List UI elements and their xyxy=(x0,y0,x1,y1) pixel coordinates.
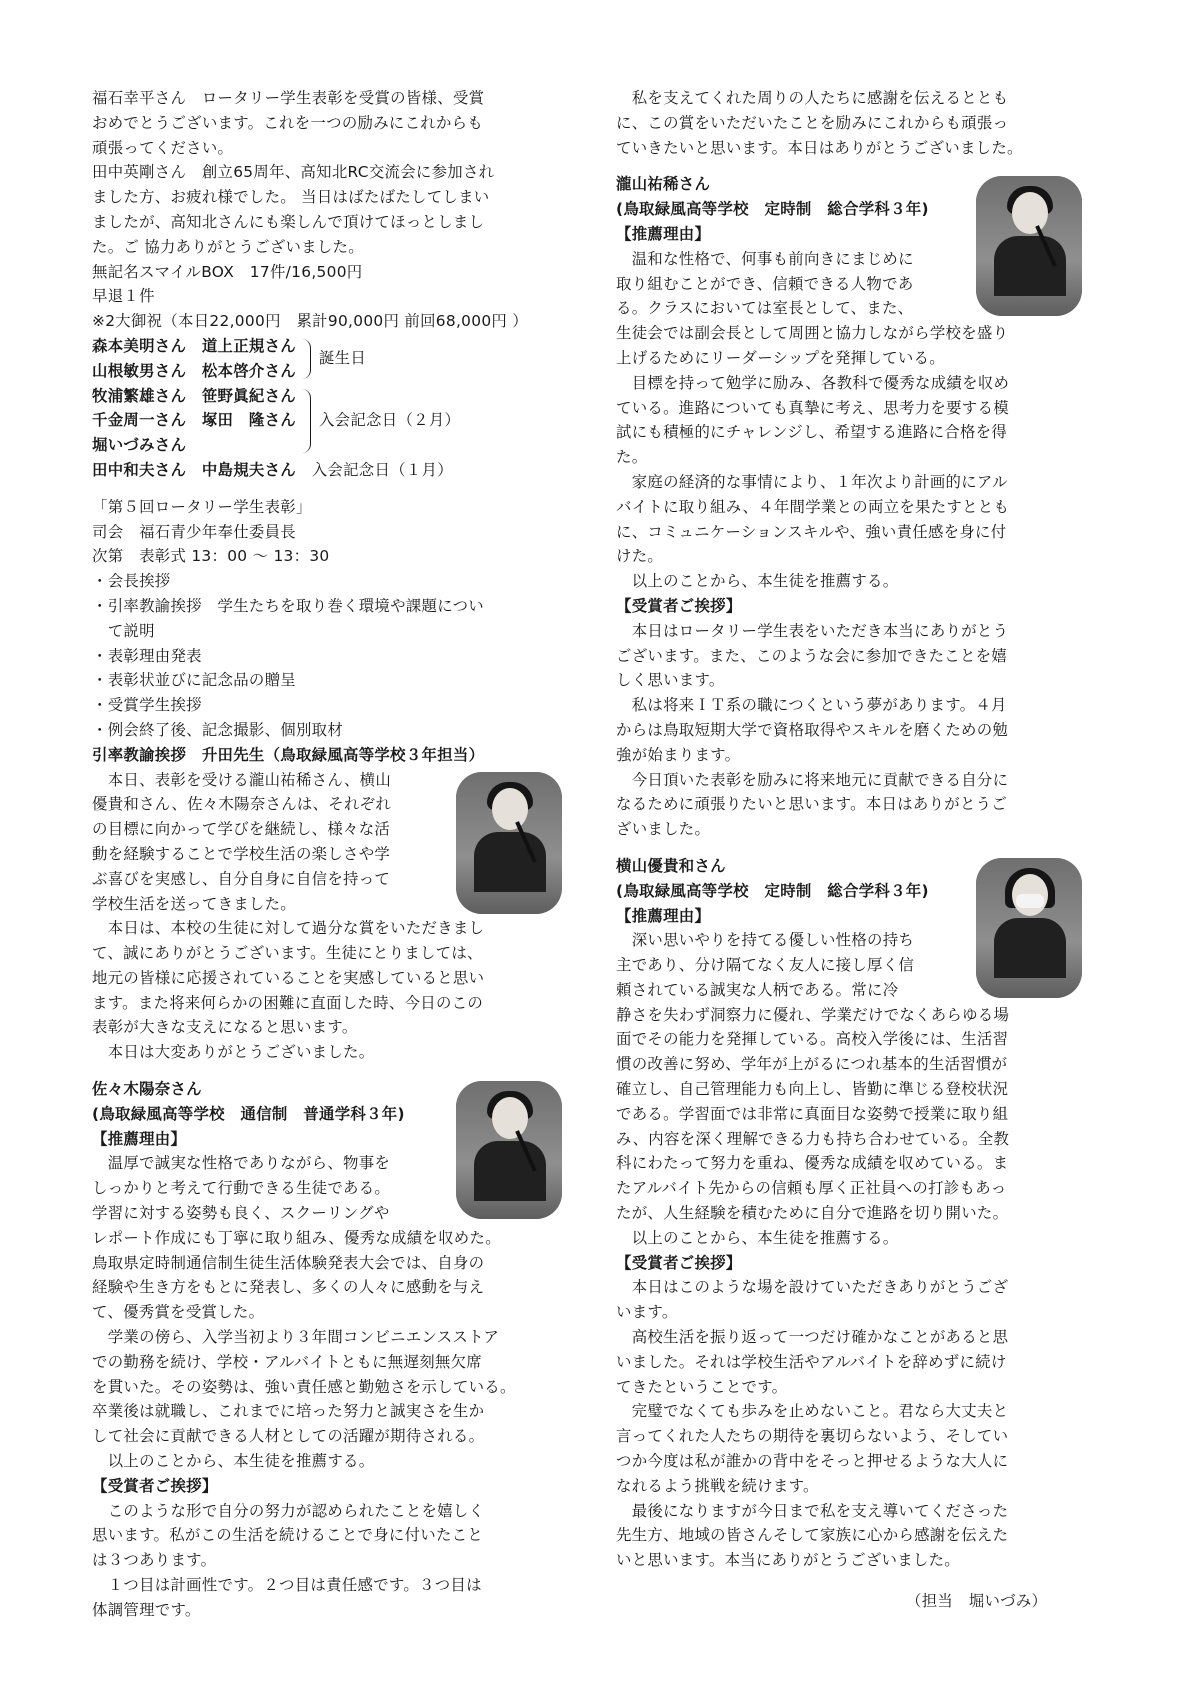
text-line: ・表彰理由発表 xyxy=(92,646,202,665)
text-line: 試にも積極的にチャレンジし、希望する進路に合格を得 xyxy=(616,423,1008,442)
left-column xyxy=(92,86,562,1623)
text-line: 生徒会では副会長として周囲と協力しながら学校を盛り xyxy=(616,324,1009,343)
teacher-block xyxy=(92,768,562,917)
text-line: 科にわたって努力を重ね、優秀な成績を収めている。ま xyxy=(616,1154,1009,1173)
text-line: み、内容を深く理解できる力も持ち合わせている。全教 xyxy=(616,1129,1010,1148)
text-line: ました方、お疲れ様でした。 当日はばたばたしてしまい xyxy=(92,188,490,207)
takiyama-block xyxy=(616,172,1082,321)
text-line: 福石幸平さん ロータリー学生表彰を受賞の皆様、受賞 xyxy=(92,89,485,107)
text-line: なるために頑張りたいと思います。本日はありがとうご xyxy=(616,795,1008,814)
text-line: 佐々木陽奈さん xyxy=(92,1080,202,1099)
text-line: 【受賞者ご挨拶】 xyxy=(92,1476,218,1495)
text-line: つか今度は私が誰かの背中をそっと押せるような大人に xyxy=(616,1452,1009,1471)
ceremony-program xyxy=(92,495,562,743)
text-line: 【受賞者ご挨拶】 xyxy=(616,1253,742,1272)
text-line: １つ目は計画性です。２つ目は責任感です。３つ目は xyxy=(92,1576,482,1595)
text-line: 優貴和さん、佐々木陽奈さんは、それぞれ xyxy=(92,795,392,814)
text-line: ましたが、高知北さんにも楽しんで頂けてほっとしまし xyxy=(92,212,485,231)
text-line: 【推薦理由】 xyxy=(616,224,711,243)
text-line: いました。それは学校生活やアルバイトを辞めずに続け xyxy=(616,1352,1007,1371)
text-line: 深い思いやりを持てる優しい性格の持ち xyxy=(616,931,915,950)
text-line: 主であり、分け隔てなく友人に接し厚く信 xyxy=(616,956,915,975)
text-line: 森本美明さん 道上正規さん xyxy=(92,336,296,355)
text-line: て説明 xyxy=(92,621,155,640)
text-line: おめでとうございます。これを一つの励みにこれからも xyxy=(92,113,484,132)
text-line: 慣の改善に努め、学年が上がるにつれ基本的生活習慣が xyxy=(616,1055,1008,1074)
text-line: 横山優貴和さん xyxy=(616,856,726,875)
text-line: 本日、表彰を受ける瀧山祐稀さん、横山 xyxy=(92,770,392,789)
text-line: 家庭の経済的な事情により、１年次より計画的にアル xyxy=(616,472,1008,491)
text-line: 以上のことから、本生徒を推薦する。 xyxy=(92,1452,375,1471)
birthday-group xyxy=(92,334,562,384)
sasaki-speech-cont xyxy=(616,86,1082,160)
text-line: た。 xyxy=(616,448,648,467)
text-line: 私は将来ＩＴ系の職につくという夢があります。４月 xyxy=(616,696,1007,715)
text-line: 面でその能力を発揮している。高校入学後には、生活習 xyxy=(616,1030,1009,1049)
text-line: 地元の皆様に応援されていることを実感していると思い xyxy=(92,968,485,987)
text-line: 学業の傍ら、入学当初より３年間コンビニエンスストア xyxy=(92,1328,500,1347)
text-line: の目標に向かって学びを継続し、様々な活 xyxy=(92,820,391,839)
text-line: ・受賞学生挨拶 xyxy=(92,696,202,715)
text-line: 最後になりますが今日まで私を支え導いてくださった xyxy=(616,1501,1009,1520)
text-line: 完璧でなくても歩みを止めないこと。君なら大丈夫と xyxy=(616,1402,1009,1421)
anniversary-feb-label: 入会記念日（２月） xyxy=(318,411,461,430)
text-line: に、コミュニケーションスキルや、強い責任感を身に付 xyxy=(616,522,1007,541)
text-line: ・引率教諭挨拶 学生たちを取り巻く環境や課題につい xyxy=(92,596,484,615)
text-line: 先生方、地域の皆さんそして家族に心から感謝を伝えた xyxy=(616,1526,1009,1545)
anniversary-jan-line xyxy=(92,458,562,483)
text-line: 上げるためにリーダーシップを発揮している。 xyxy=(616,348,945,367)
text-line: 表彰が大きな支えになると思います。 xyxy=(92,1018,358,1037)
text-line: しっかりと考えて行動できる生徒である。 xyxy=(92,1179,391,1198)
text-line: ます。また将来何らかの困難に直面した時、今日のこの xyxy=(92,993,484,1012)
text-line: 【推薦理由】 xyxy=(616,906,711,925)
text-line: た。ご 協力ありがとうございました。 xyxy=(92,237,364,256)
text-line: 経験や生き方をもとに発表し、多くの人々に感動を与え xyxy=(92,1278,485,1297)
text-line: での勤務を続け、学校・アルバイトともに無遅刻無欠席 xyxy=(92,1352,482,1371)
text-line: 本日は大変ありがとうございました。 xyxy=(92,1043,375,1062)
text-line: (鳥取緑風高等学校 定時制 総合学科３年) xyxy=(616,200,929,219)
text-line: ている。進路についても真摯に考え、思考力を要する模 xyxy=(616,398,1009,417)
text-line: います。 xyxy=(616,1303,678,1322)
text-line: を貫いた。その姿勢は、強い責任感と勤勉さを示している。 xyxy=(92,1377,516,1396)
yokoyama-photo xyxy=(976,858,1082,998)
text-line: である。学習面では非常に真面目な姿勢で授業に取り組 xyxy=(616,1104,1009,1123)
takiyama-header xyxy=(616,172,970,321)
text-line: ていきたいと思います。本日はありがとうございました。 xyxy=(616,138,1023,157)
text-line: このような形で自分の努力が認められたことを嬉しく xyxy=(92,1501,485,1520)
text-line: バイトに取り組み、４年間学業との両立を果たすととも xyxy=(616,497,1010,516)
yokoyama-block xyxy=(616,854,1082,1003)
text-line: る。クラスにおいては室長として、また、 xyxy=(616,299,914,318)
text-line: (鳥取緑風高等学校 定時制 総合学科３年) xyxy=(616,881,929,900)
text-line: 思います。私がこの生活を続けることで身に付いたこと xyxy=(92,1526,484,1545)
text-line: 卒業後は就職し、これまでに培った努力と誠実さを生か xyxy=(92,1402,485,1421)
text-line: 確立し、自己管理能力も向上し、皆勤に準じる登校状況 xyxy=(616,1080,1009,1099)
text-line: たアルバイト先からの信頼も厚く正社員への打診もあっ xyxy=(616,1179,1007,1198)
text-line: 強が始まります。 xyxy=(616,745,741,764)
text-line: ・例会終了後、記念撮影、個別取材 xyxy=(92,720,344,739)
brace xyxy=(302,389,311,453)
text-line: 静さを失わず洞察力に優れ、学業だけでなくあらゆる場 xyxy=(616,1005,1010,1024)
text-line: 目標を持って勉学に励み、各教科で優秀な成績を収め xyxy=(616,373,1010,392)
text-line: 司会 福石青少年奉仕委員長 xyxy=(92,522,296,541)
text-line: 山根敏男さん 松本啓介さん xyxy=(92,361,296,380)
author-credit: （担当 堀いづみ） xyxy=(906,1592,1048,1610)
text-line: けた。 xyxy=(616,547,664,566)
text-line: 頼されている誠実な人柄である。常に冷 xyxy=(616,980,899,999)
text-line: 頑張ってください。 xyxy=(92,138,234,157)
text-line: しく思います。 xyxy=(616,671,725,690)
text-line: 【推薦理由】 xyxy=(92,1129,187,1148)
text-line: 牧浦繁雄さん 笹野眞紀さん xyxy=(92,386,296,405)
teacher-speech-top xyxy=(92,768,450,917)
teacher-speech-rest xyxy=(92,916,562,1065)
text-line: レポート作成にも丁寧に取り組み、優秀な成績を収めた。 xyxy=(92,1228,501,1247)
text-line: 学校生活を送ってきました。 xyxy=(92,894,296,913)
text-line: ・会長挨拶 xyxy=(92,572,171,591)
text-line: 鳥取県定時制通信制生徒生活体験発表大会では、自身の xyxy=(92,1253,485,1272)
takiyama-photo xyxy=(976,176,1082,316)
text-line: ざいました。 xyxy=(616,820,711,839)
anniversary-feb-group xyxy=(92,384,562,458)
sasaki-text xyxy=(92,1226,562,1623)
text-line: 早退１件 xyxy=(92,287,155,306)
sasaki-header xyxy=(92,1077,450,1226)
text-line: たが、人生経験を積むために自分で進路を切り開いた。 xyxy=(616,1204,1009,1223)
text-line: てきたということです。 xyxy=(616,1377,788,1396)
text-line: て、優秀賞を受賞した。 xyxy=(92,1303,265,1322)
text-line: は３つあります。 xyxy=(92,1551,217,1570)
text-line: に、この賞をいただいたことを励みにこれからも頑張っ xyxy=(616,113,1009,132)
text-line: なれるよう挑戦を続けます。 xyxy=(616,1476,819,1495)
text-line: 体調管理です。 xyxy=(92,1600,201,1619)
text-line: 高校生活を振り返って一つだけ確かなことがあると思 xyxy=(616,1328,1009,1347)
sasaki-photo xyxy=(456,1081,562,1219)
text-line: して社会に貢献できる人材としての活躍が期待される。 xyxy=(92,1427,485,1446)
text-line: て、誠にありがとうございます。生徒にとりましては、 xyxy=(92,944,483,963)
yokoyama-header xyxy=(616,854,970,1003)
anniversary-feb-names xyxy=(92,384,296,458)
text-line: 【受賞者ご挨拶】 xyxy=(616,596,742,615)
text-line: 取り組むことができ、信頼できる人物であ xyxy=(616,274,914,293)
text-line: ぶ喜びを実感し、自分自身に自信を持って xyxy=(92,869,391,888)
text-line: 温和な性格で、何事も前向きにまじめに xyxy=(616,249,914,268)
anniversary-jan-names: 田中和夫さん 中島規夫さん xyxy=(92,460,296,479)
text-line: 温厚で誠実な性格でありながら、物事を xyxy=(92,1154,391,1173)
text-line: からは鳥取短期大学で資格取得やスキルを磨くための勉 xyxy=(616,720,1009,739)
text-line: 次第 表彰式 13：00 ～ 13：30 xyxy=(92,547,330,566)
takiyama-text xyxy=(616,321,1082,842)
text-line: 言ってくれた人たちの期待を裏切らないよう、そしてい xyxy=(616,1427,1009,1446)
text-line: 「第５回ロータリー学生表彰」 xyxy=(92,497,312,516)
birthday-names xyxy=(92,334,296,384)
text-line: 瀧山祐稀さん xyxy=(616,175,711,194)
text-line: 千金周一さん 塚田 隆さん xyxy=(92,411,296,430)
text-line: 本日はこのような場を設けていただきありがとうござ xyxy=(616,1278,1009,1297)
text-line: 田中英剛さん 創立65周年、高知北RC交流会に参加され xyxy=(92,163,495,182)
text-line: ※2大御祝（本日22,000円 累計90,000円 前回68,000円 ） xyxy=(92,312,528,331)
text-line: 本日はロータリー学生表をいただき本当にありがとう xyxy=(616,621,1009,640)
text-line: ・表彰状並びに記念品の贈呈 xyxy=(92,671,296,690)
birthday-label: 誕生日 xyxy=(318,349,367,368)
text-line: ございます。また、このような会に参加できたことを嬉 xyxy=(616,646,1008,665)
text-line: 私を支えてくれた周りの人たちに感謝を伝えるととも xyxy=(616,89,1009,107)
text-line: 無記名スマイルBOX 17件/16,500円 xyxy=(92,262,363,281)
text-line: 以上のことから、本生徒を推薦する。 xyxy=(616,1228,899,1247)
text-line: 以上のことから、本生徒を推薦する。 xyxy=(616,572,899,591)
text-line: 堀いづみさん xyxy=(92,436,187,455)
text-line: 今日頂いた表彰を励みに将来地元に貢献できる自分に xyxy=(616,770,1009,789)
text-line: いと思います。本当にありがとうございました。 xyxy=(616,1551,960,1570)
sasaki-block xyxy=(92,1077,562,1226)
yokoyama-text xyxy=(616,1003,1082,1573)
text-line: 学習に対する姿勢も良く、スクーリングや xyxy=(92,1204,390,1223)
teacher-photo xyxy=(456,772,562,914)
anniversary-jan-label: 入会記念日（１月） xyxy=(311,460,453,479)
teacher-heading: 引率教諭挨拶 升田先生（鳥取緑風高等学校３年担当） xyxy=(92,745,485,764)
text-line: 本日は、本校の生徒に対して過分な賞をいただきまし xyxy=(92,919,485,938)
right-column xyxy=(616,86,1082,1573)
text-line: (鳥取緑風高等学校 通信制 普通学科３年) xyxy=(92,1104,405,1123)
text-line: 動を経験することで学校生活の楽しさや学 xyxy=(92,844,391,863)
announcements xyxy=(92,86,562,334)
brace xyxy=(302,339,311,379)
